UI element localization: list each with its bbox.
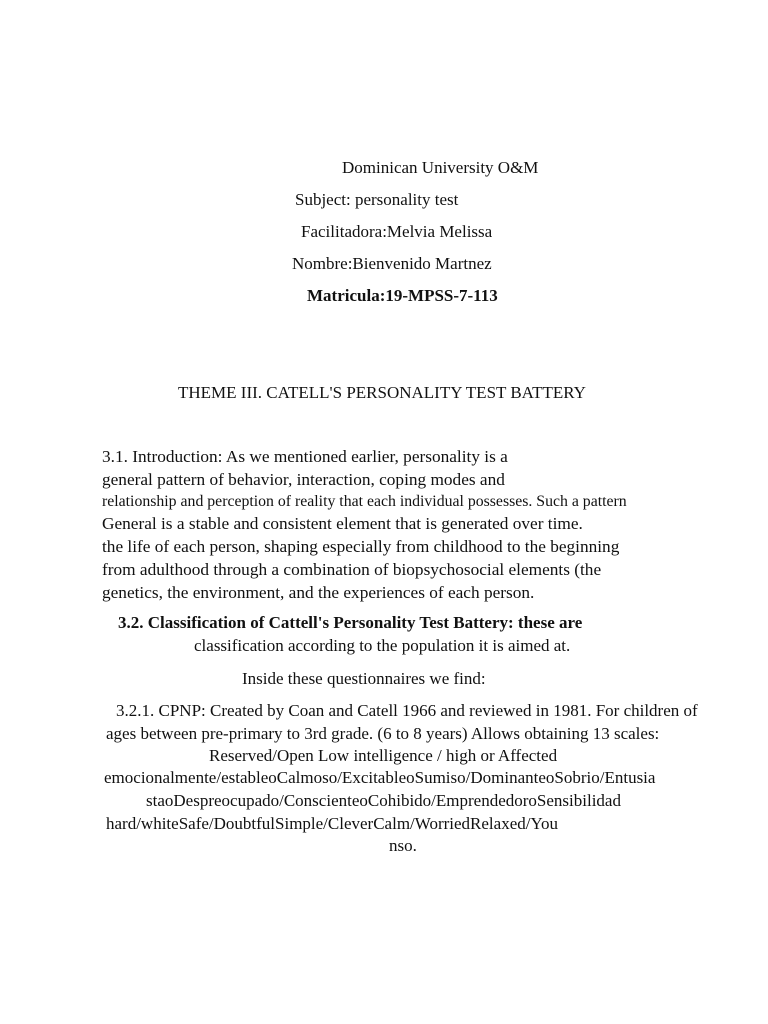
cpnp-line: ages between pre-primary to 3rd grade. (6 to 8 years) Allows obtaining 13 scales: [106,724,660,743]
intro-line: General is a stable and consistent element that is generated over time. [102,514,583,533]
classification-heading: 3.2. Classification of Cattell's Personality Test Battery: these are [118,613,583,632]
student-name-line: Nombre:Bienvenido Martnez [292,254,492,273]
intro-line: from adulthood through a combination of biopsychosocial elements (the [102,560,602,579]
intro-line: genetics, the environment, and the experiences of each person. [102,583,535,602]
intro-line: the life of each person, shaping especially from childhood to the beginning [102,537,620,556]
university-name: Dominican University O&M [342,158,539,177]
cpnp-line: hard/whiteSafe/DoubtfulSimple/CleverCalm/WorriedRelaxed/You [106,814,559,833]
cpnp-line: 3.2.1. CPNP: Created by Coan and Catell 1966 and reviewed in 1981. For children of [116,701,698,720]
matricula-line: Matricula:19-MPSS-7-113 [307,286,498,305]
intro-line: 3.1. Introduction: As we mentioned earlier, personality is a [102,447,508,466]
cpnp-line: staoDespreocupado/ConscienteoCohibido/EmprendedoroSensibilidad [146,791,621,810]
intro-line: relationship and perception of reality that each individual possesses. Such a pattern [102,493,627,510]
intro-line: general pattern of behavior, interaction, coping modes and [102,470,505,489]
theme-title: THEME III. CATELL'S PERSONALITY TEST BATTERY [178,383,586,402]
cpnp-line: emocionalmente/estableoCalmoso/ExcitableoSumiso/DominanteoSobrio/Entusia [104,768,656,787]
subject-line: Subject: personality test [295,190,459,209]
cpnp-line: Reserved/Open Low intelligence / high or Affected [209,746,558,765]
facilitator-line: Facilitadora:Melvia Melissa [301,222,493,241]
classification-subline: classification according to the population it is aimed at. [194,636,571,655]
cpnp-line: nso. [389,836,417,855]
questionnaires-intro: Inside these questionnaires we find: [242,669,486,688]
